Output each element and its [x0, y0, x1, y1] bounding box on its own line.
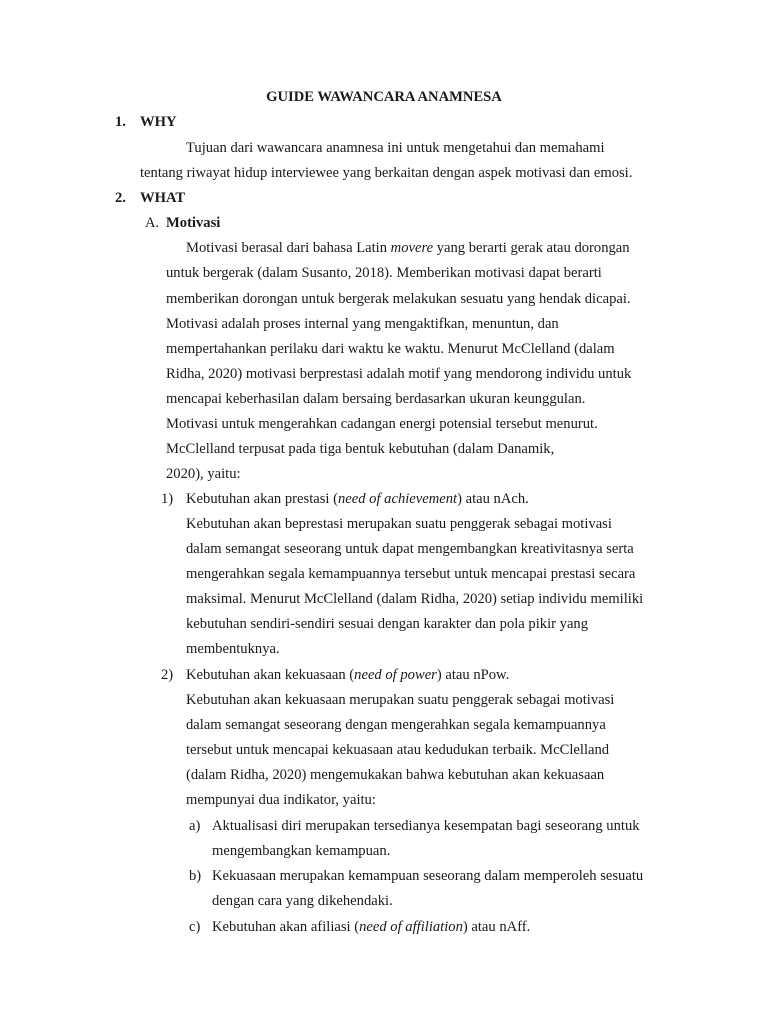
- motivasi-paragraph-line: Motivasi berasal dari bahasa Latin movere yang berarti gerak atau dorongan: [186, 240, 630, 256]
- section-1-line: Tujuan dari wawancara anamnesa ini untuk mengetahui dan memahami: [186, 140, 605, 156]
- document-title: GUIDE WAWANCARA ANAMNESA: [266, 89, 502, 105]
- item-2-line: mempunyai dua indikator, yaitu:: [186, 792, 376, 808]
- sub-a-line: mengembangkan kemampuan.: [212, 843, 391, 859]
- item-1-line: kebutuhan sendiri-sendiri sesuai dengan karakter dan pola pikir yang: [186, 616, 589, 632]
- item-1-line: Kebutuhan akan beprestasi merupakan suatu penggerak sebagai motivasi: [186, 516, 612, 532]
- sub-a-letter: a): [189, 818, 201, 834]
- subsection-a-heading: Motivasi: [166, 215, 221, 231]
- motivasi-paragraph-line: McClelland terpusat pada tiga bentuk kebutuhan (dalam Danamik,: [166, 441, 555, 457]
- item-1-number: 1): [161, 491, 174, 507]
- motivasi-paragraph-line: Motivasi adalah proses internal yang mengaktifkan, menuntun, dan: [166, 316, 559, 332]
- sub-a-line: Aktualisasi diri merupakan tersedianya kesempatan bagi seseorang untuk: [212, 818, 640, 834]
- motivasi-paragraph-line: 2020), yaitu:: [166, 466, 241, 482]
- item-1-line: membentuknya.: [186, 641, 280, 657]
- item-1-english-term: need of achievement: [337, 491, 458, 507]
- sub-b-line: dengan cara yang dikehendaki.: [212, 893, 393, 909]
- item-2-line: Kebutuhan akan kekuasaan merupakan suatu penggerak sebagai motivasi: [186, 692, 615, 708]
- section-1-line: tentang riwayat hidup interviewee yang berkaitan dengan aspek motivasi dan emosi.: [140, 165, 633, 181]
- latin-term: movere: [390, 240, 434, 256]
- motivasi-paragraph-line: mencapai keberhasilan dalam bersaing berdasarkan ukuran keunggulan.: [166, 391, 586, 407]
- item-2-line: dalam semangat seseorang dengan mengerahkan segala kemampuannya: [186, 717, 606, 733]
- section-2-number: 2.: [115, 190, 126, 206]
- item-2-number: 2): [161, 667, 174, 683]
- motivasi-paragraph-line: Motivasi untuk mengerahkan cadangan energi potensial tersebut menurut.: [166, 416, 598, 432]
- sub-c-english-term: need of affiliation: [359, 919, 463, 935]
- motivasi-paragraph-line: Ridha, 2020) motivasi berprestasi adalah motif yang mendorong individu untuk: [166, 366, 632, 382]
- item-2-line: tersebut untuk mencapai kekuasaan atau kedudukan terbaik. McClelland: [186, 742, 610, 758]
- section-1-heading: WHY: [140, 114, 177, 130]
- item-1-heading: Kebutuhan akan prestasi (need of achievement) atau nAch.: [186, 491, 529, 507]
- section-2-heading: WHAT: [140, 190, 186, 206]
- item-1-line: maksimal. Menurut McClelland (dalam Ridha, 2020) setiap individu memiliki: [186, 591, 644, 607]
- motivasi-paragraph-line: untuk bergerak (dalam Susanto, 2018). Memberikan motivasi dapat berarti: [166, 265, 602, 281]
- sub-c-line: Kebutuhan akan afiliasi (need of affiliation) atau nAff.: [212, 919, 531, 935]
- item-1-line: mengerahkan segala kemampuannya tersebut untuk mencapai prestasi secara: [186, 566, 636, 582]
- sub-b-letter: b): [189, 868, 202, 884]
- item-1-line: dalam semangat seseorang untuk dapat mengembangkan kreativitasnya serta: [186, 541, 634, 557]
- sub-b-line: Kekuasaan merupakan kemampuan seseorang dalam memperoleh sesuatu: [212, 868, 644, 884]
- sub-c-letter: c): [189, 919, 201, 935]
- item-2-heading: Kebutuhan akan kekuasaan (need of power) atau nPow.: [186, 667, 510, 683]
- subsection-a-letter: A.: [145, 215, 160, 231]
- section-1-number: 1.: [115, 114, 126, 130]
- motivasi-paragraph-line: mempertahankan perilaku dari waktu ke waktu. Menurut McClelland (dalam: [166, 341, 615, 357]
- motivasi-paragraph-line: memberikan dorongan untuk bergerak melakukan sesuatu yang hendak dicapai.: [166, 291, 631, 307]
- item-2-line: (dalam Ridha, 2020) mengemukakan bahwa kebutuhan akan kekuasaan: [186, 767, 605, 783]
- item-2-english-term: need of power: [354, 667, 437, 683]
